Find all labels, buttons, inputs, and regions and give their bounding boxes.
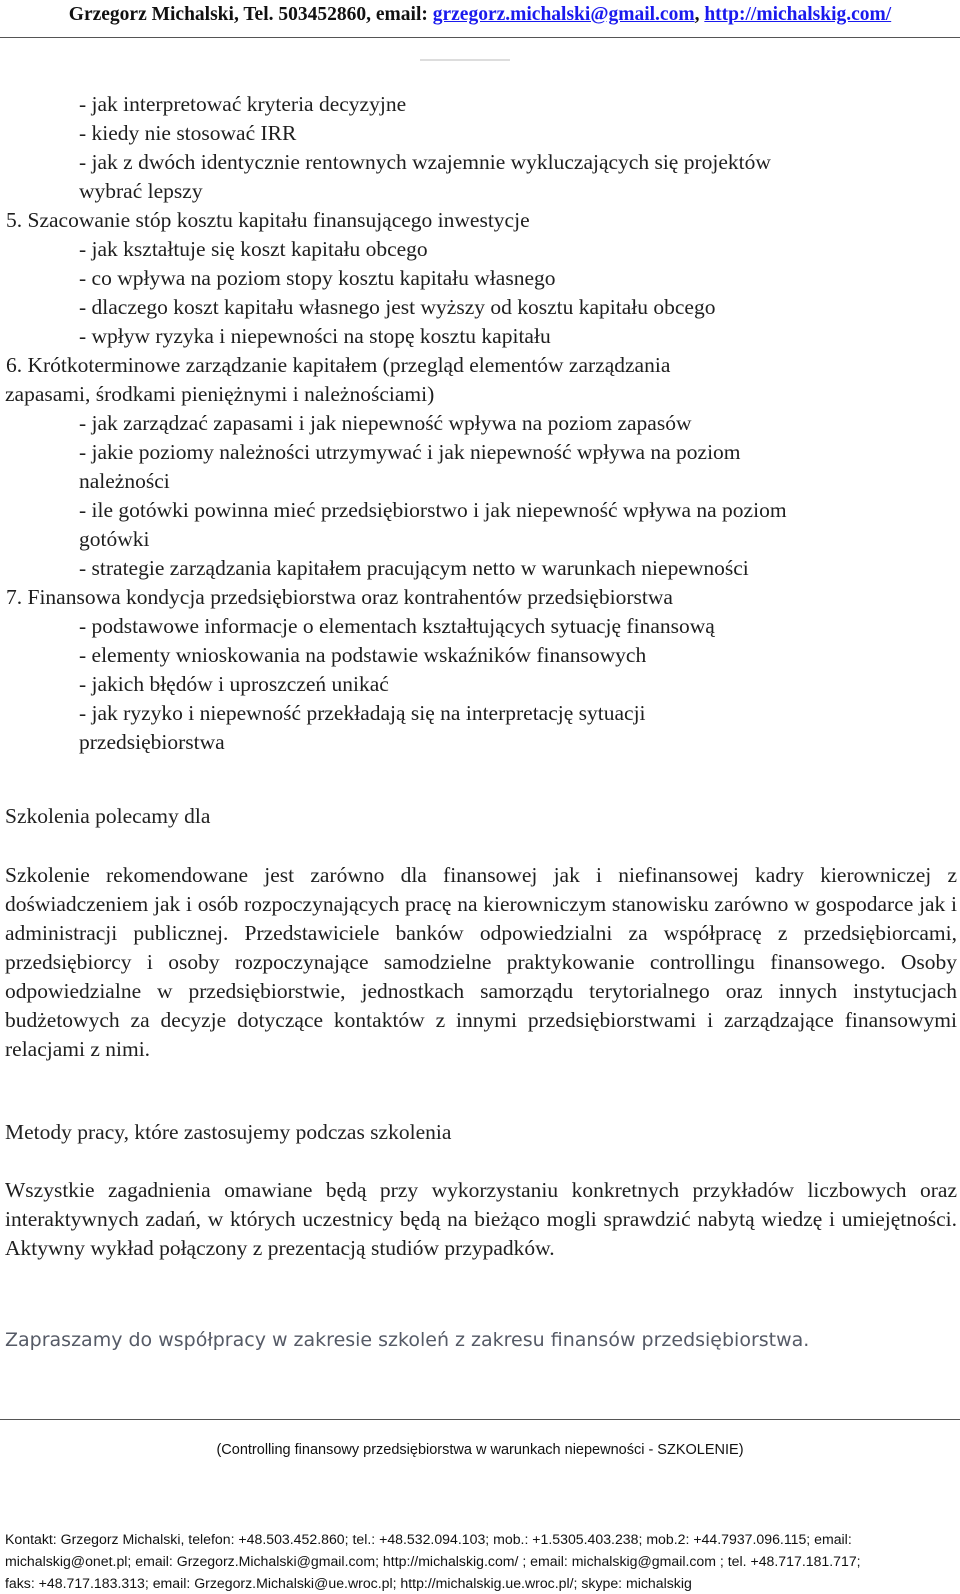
page-header [0, 4, 960, 26]
list-item: należności [79, 469, 170, 493]
list-item: przedsiębiorstwa [79, 730, 225, 754]
list-item: - ile gotówki powinna mieć przedsiębiorstwo i jak niepewność wpływa na poziom [79, 498, 787, 522]
list-item: - jak kształtuje się koszt kapitału obcego [79, 237, 428, 261]
list-item: - jakich błędów i uproszczeń unikać [79, 672, 389, 696]
header-email-link[interactable]: grzegorz.michalski@gmail.com [432, 4, 695, 25]
contact-line: faks: +48.717.183.313; email: Grzegorz.Michalski@ue.wroc.pl; http://michalskig.ue.wroc.pl/; skype: michalskig [5, 1575, 692, 1591]
list-item: - wpływ ryzyka i niepewności na stopę kosztu kapitału [79, 324, 551, 348]
topic-list [0, 90, 960, 757]
footer-rule [0, 1419, 960, 1420]
section-heading: 5. Szacowanie stóp kosztu kapitału finansującego inwestycje [6, 208, 530, 232]
list-item: - dlaczego koszt kapitału własnego jest wyższy od kosztu kapitału obcego [79, 295, 716, 319]
methods-title: Metody pracy, które zastosujemy podczas szkolenia [5, 1120, 452, 1144]
list-item: gotówki [79, 527, 150, 551]
footer-contact [5, 1528, 957, 1594]
section-heading-cont: zapasami, środkami pieniężnymi i należnościami) [5, 382, 435, 406]
list-item: - strategie zarządzania kapitałem pracującym netto w warunkach niepewności [79, 556, 749, 580]
list-item: - jakie poziomy należności utrzymywać i jak niepewność wpływa na poziom [79, 440, 741, 464]
section-heading: 7. Finansowa kondycja przedsiębiorstwa oraz kontrahentów przedsiębiorstwa [6, 585, 673, 609]
list-item: - jak zarządzać zapasami i jak niepewność wpływa na poziom zapasów [79, 411, 692, 435]
list-item: - podstawowe informacje o elementach kształtujących sytuację finansową [79, 614, 715, 638]
recommended-title: Szkolenia polecamy dla [5, 804, 211, 828]
list-item: - co wpływa na poziom stopy kosztu kapitału własnego [79, 266, 556, 290]
header-name-tel: Grzegorz Michalski, Tel. 503452860, email: [68, 4, 433, 25]
list-item: - jak z dwóch identycznie rentownych wzajemnie wykluczających się projektów [79, 150, 771, 174]
list-item: wybrać lepszy [79, 179, 203, 203]
methods-paragraph: Wszystkie zagadnienia omawiane będą przy wykorzystaniu konkretnych przykładów liczbowych oraz interaktywnych zadań, w których uczestnicy będą na bieżąco mogli sprawdzić nabytą wiedzę i umiejętności. Aktywny wykład połączony z prezentacją studiów przypadków. [5, 1178, 957, 1260]
contact-line: Kontakt: Grzegorz Michalski, telefon: +48.503.452.860; tel.: +48.532.094.103; mob.: +1.5305.403.238; mob.2: +44.7937.096.115; email: [5, 1531, 852, 1547]
list-item: - elementy wnioskowania na podstawie wskaźników finansowych [79, 643, 647, 667]
contact-line: michalskig@onet.pl; email: Grzegorz.Michalski@gmail.com; http://michalskig.com/ ; email: michalskig@gmail.com ; tel. +48.717.181.717; [5, 1553, 861, 1569]
header-url-link[interactable]: http://michalskig.com/ [704, 4, 892, 25]
invitation-text: Zapraszamy do współpracy w zakresie szkoleń z zakresu finansów przedsiębiorstwa. [5, 1329, 810, 1351]
list-item: - jak interpretować kryteria decyzyjne [79, 92, 407, 116]
list-item: - kiedy nie stosować IRR [79, 121, 297, 145]
header-tiny-mark [420, 59, 510, 61]
recommended-paragraph: Szkolenie rekomendowane jest zarówno dla finansowej jak i niefinansowej kadry kierowniczej z doświadczeniem jak i osób rozpoczynających pracę na kierowniczym stanowisku zarówno w gospodarce jak i administracji publicznej. Przedstawiciele banków odpowiedzialni za współpracę z przedsiębiorcami, przedsiębiorcy i osoby rozpoczynające samodzielne praktykowanie controllingu finansowego. Osoby odpowiedzialne w przedsiębiorstwie, jednostkach samorządu terytorialnego oraz innych instytucjach budżetowych za decyzje dotyczące kontaktów z innymi przedsiębiorstwami i zarządzające finansowymi relacjami z nimi. [5, 863, 957, 1061]
list-item: - jak ryzyko i niepewność przekładają się na interpretację sytuacji [79, 701, 646, 725]
header-separator: , [694, 4, 705, 25]
footer-title: (Controlling finansowy przedsiębiorstwa w warunkach niepewności - SZKOLENIE) [216, 1442, 744, 1458]
header-rule [0, 37, 960, 38]
section-heading: 6. Krótkoterminowe zarządzanie kapitałem (przegląd elementów zarządzania [6, 353, 671, 377]
